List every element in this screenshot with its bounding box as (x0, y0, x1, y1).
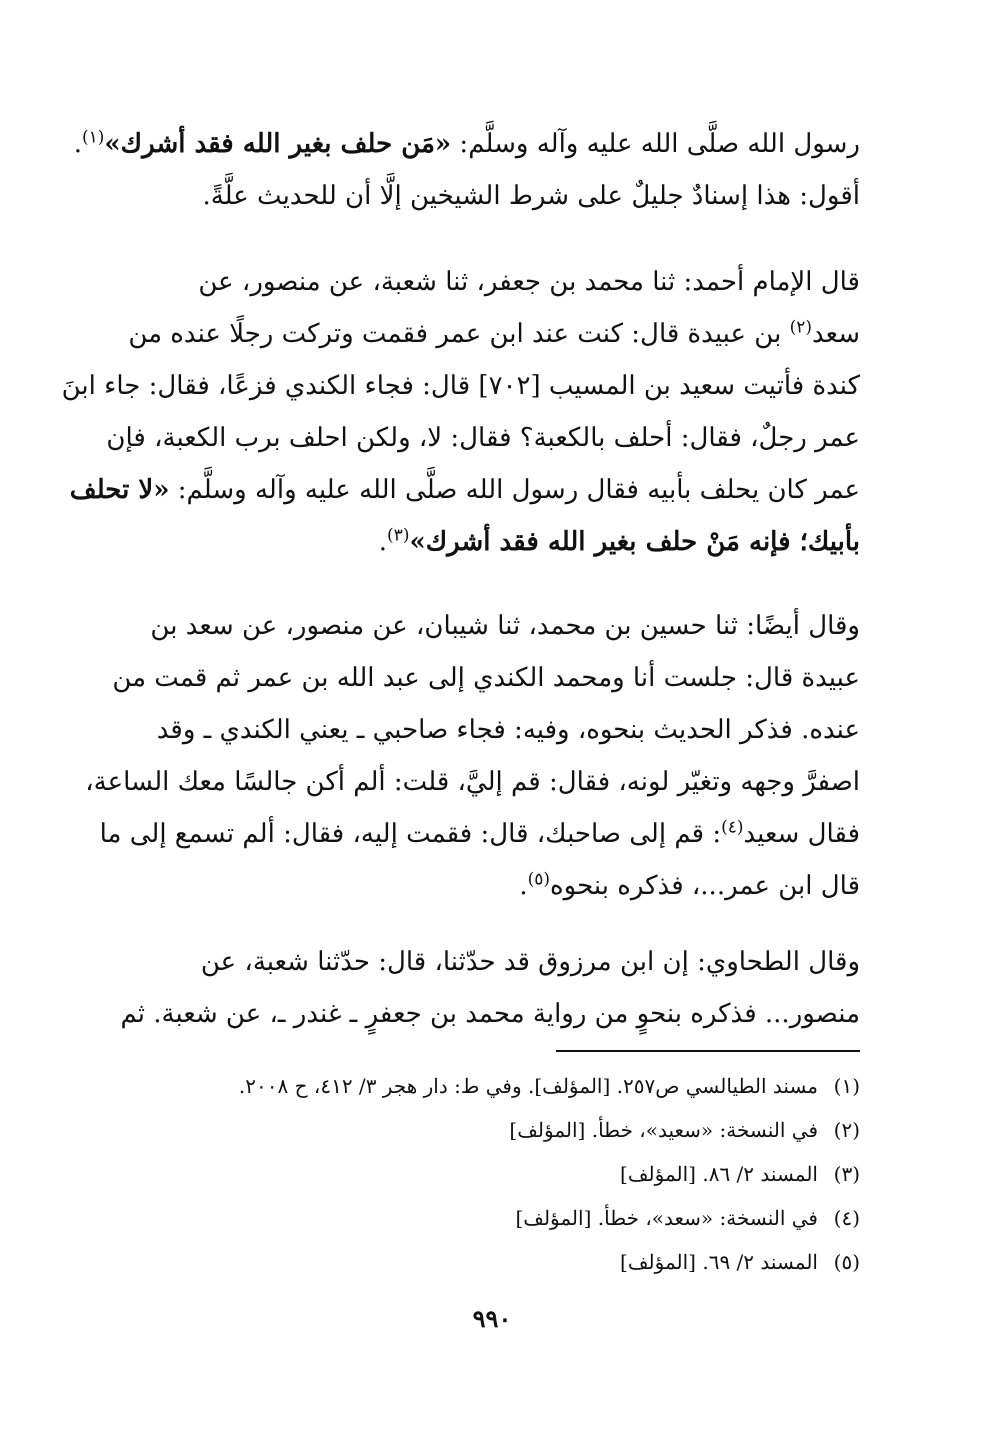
footnote-number: (١) (833, 1074, 860, 1098)
paragraph-1 (73, 118, 860, 222)
footnote-item (120, 1240, 860, 1284)
paragraph-4 (88, 936, 860, 1040)
text-line: عمر كان يحلف بأبيه فقال رسول الله صلَّى الله عليه وآله وسلَّم: «لا تحلف (69, 475, 860, 505)
text-line: عبيدة قال: جلست أنا ومحمد الكندي إلى عبد الله بن عمر ثم قمت من (112, 663, 860, 693)
footnote-ref[interactable]: (١) (82, 127, 105, 148)
footnote-item (120, 1196, 860, 1240)
footnote-item (120, 1152, 860, 1196)
text-line: قال الإمام أحمد: ثنا محمد بن جعفر، ثنا شعبة، عن منصور، عن (198, 267, 860, 297)
footnote-ref[interactable]: (٤) (721, 817, 744, 838)
text-line: سعد$^{(٢)}$ بن عبيدة قال: كنت عند ابن عمر فقمت وتركت رجلًا عنده من (128, 317, 860, 349)
text-line: عنده. فذكر الحديث بنحوه، وفيه: فجاء صاحبي ـ يعني الكندي ـ وقد (156, 715, 860, 745)
text-line: كندة فأتيت سعيد بن المسيب [٧٠٢] قال: فجاء الكندي فزعًا، فقال: جاء ابنَ (61, 371, 860, 401)
text-line: عمر رجلٌ، فقال: أحلف بالكعبة؟ فقال: لا، ولكن احلف برب الكعبة، فإن (106, 423, 860, 453)
footnotes (120, 1064, 860, 1284)
text-line: قال ابن عمر...، فذكره بنحوه$^{(٥)}$. (519, 869, 860, 901)
footnote-ref[interactable]: (٣) (387, 525, 410, 546)
footnote-ref[interactable]: (٥) (527, 869, 551, 890)
paragraph-2 (61, 256, 860, 568)
hadith-text: «لا تحلف (69, 475, 170, 505)
text-line: وقال الطحاوي: إن ابن مرزوق قد حدّثنا، قال: حدّثنا شعبة، عن (200, 947, 860, 977)
footnote-text: في النسخة: «سعد»، خطأ. [المؤلف] (515, 1206, 818, 1230)
text-line: منصور... فذكره بنحوٍ من رواية محمد بن جعفرٍ ـ غندر ـ، عن شعبة. ثم (120, 999, 860, 1029)
text-line: رسول الله صلَّى الله عليه وآله وسلَّم: «مَن حلف بغير الله فقد أشرك»$^{(١)}$. (73, 127, 860, 159)
footnote-item (120, 1064, 860, 1108)
footnote-text: المسند ٢/ ٦٩. [المؤلف] (620, 1250, 818, 1274)
footnote-text: مسند الطيالسي ص٢٥٧. [المؤلف]. وفي ط: دار هجر ٣/ ٤١٢، ح ٢٠٠٨. (238, 1074, 818, 1098)
footnote-divider (556, 1050, 860, 1052)
footnote-text: المسند ٢/ ٨٦. [المؤلف] (620, 1162, 818, 1186)
paragraph-3 (85, 600, 860, 912)
footnote-number: (٥) (833, 1250, 860, 1274)
text-line: فقال سعيد$^{(٤)}$: قم إلى صاحبك، قال: فقمت إليه، فقال: ألم تسمع إلى ما (99, 817, 860, 849)
text-line: أقول: هذا إسنادٌ جليلٌ على شرط الشيخين إلَّا أن للحديث علَّةً. (202, 181, 860, 211)
footnote-ref[interactable]: (٢) (789, 317, 813, 338)
text-line: بأبيك؛ فإنه مَنْ حلف بغير الله فقد أشرك»$^{(٣)}$. (378, 525, 860, 557)
footnote-text: في النسخة: «سعيد»، خطأ. [المؤلف] (509, 1118, 818, 1142)
text-line: اصفرَّ وجهه وتغيّر لونه، فقال: قم إليَّ، قلت: ألم أكن جالسًا معك الساعة، (85, 767, 860, 797)
footnote-number: (٢) (833, 1118, 860, 1142)
footnote-item (120, 1108, 860, 1152)
footnote-number: (٤) (833, 1206, 860, 1230)
text-line: وقال أيضًا: ثنا حسين بن محمد، ثنا شيبان، عن منصور، عن سعد بن (150, 611, 860, 641)
hadith-text: «مَن حلف بغير الله فقد أشرك» (104, 129, 452, 159)
footnote-number: (٣) (833, 1162, 860, 1186)
page-number: ٩٩٠ (472, 1304, 512, 1333)
hadith-text: بأبيك؛ فإنه مَنْ حلف بغير الله فقد أشرك» (409, 527, 860, 557)
